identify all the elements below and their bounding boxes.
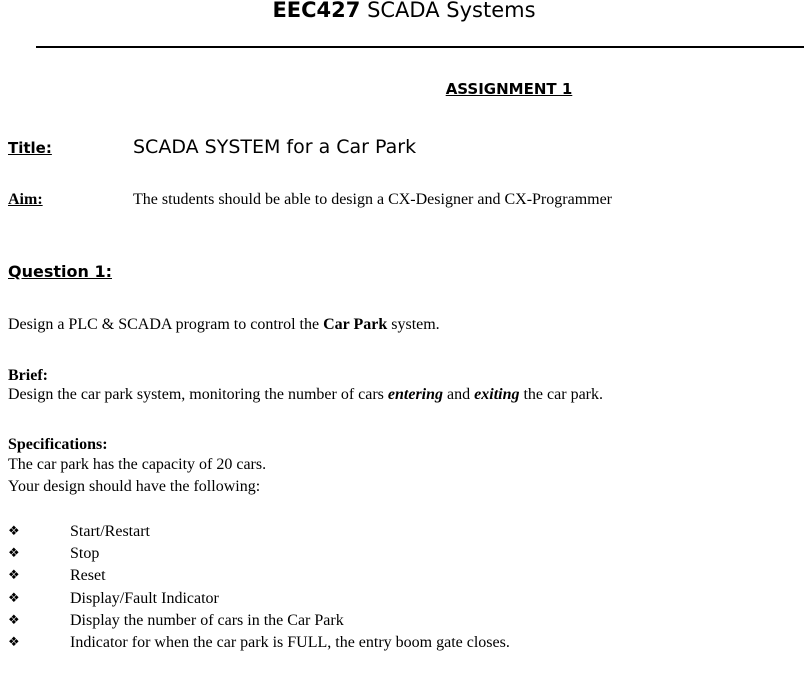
brief-text-c: the car park. xyxy=(519,386,603,403)
question-heading: Question 1: xyxy=(8,262,112,281)
document-header xyxy=(0,0,808,24)
course-code: EEC427 xyxy=(272,0,361,22)
list-item xyxy=(8,543,510,565)
diamond-bullet-icon: ❖ xyxy=(8,635,20,651)
diamond-bullet-icon: ❖ xyxy=(8,524,20,540)
list-item-text: Start/Restart xyxy=(70,523,150,541)
list-item-text: Display the number of cars in the Car Park xyxy=(70,611,344,629)
specifications-line-2: Your design should have the following: xyxy=(8,478,261,495)
question-intro xyxy=(8,316,440,334)
diamond-bullet-icon: ❖ xyxy=(8,546,20,562)
title-label: Title: xyxy=(8,139,52,157)
brief-text xyxy=(8,386,603,404)
list-item-text: Reset xyxy=(70,567,106,585)
diamond-bullet-icon: ❖ xyxy=(8,568,20,584)
list-item xyxy=(8,588,510,610)
aim-value: The students should be able to design a CX-Designer and CX-Programmer xyxy=(133,191,613,208)
specifications-line-1: The car park has the capacity of 20 cars. xyxy=(8,456,267,473)
title-value: SCADA SYSTEM for a Car Park xyxy=(133,136,417,158)
brief-text-b: and xyxy=(443,386,475,403)
assignment-heading: ASSIGNMENT 1 xyxy=(445,80,573,98)
list-item-text: Indicator for when the car park is FULL, the entry boom gate closes. xyxy=(70,634,510,652)
brief-heading: Brief: xyxy=(8,367,48,384)
brief-emphasis-entering: entering xyxy=(387,386,444,403)
diamond-bullet-icon: ❖ xyxy=(8,612,20,628)
course-name: SCADA Systems xyxy=(360,0,536,22)
list-item xyxy=(8,565,510,587)
requirements-list xyxy=(8,521,510,654)
brief-text-a: Design the car park system, monitoring the number of cars xyxy=(8,386,388,403)
specifications-heading: Specifications: xyxy=(8,436,108,453)
header-divider xyxy=(36,46,804,48)
list-item-text: Display/Fault Indicator xyxy=(70,589,219,607)
list-item xyxy=(8,610,510,632)
list-item xyxy=(8,521,510,543)
intro-text-after: system. xyxy=(387,316,440,333)
list-item xyxy=(8,632,510,654)
intro-text-before: Design a PLC & SCADA program to control the xyxy=(8,316,324,333)
intro-text-bold: Car Park xyxy=(323,316,388,333)
aim-label: Aim: xyxy=(8,191,43,208)
diamond-bullet-icon: ❖ xyxy=(8,590,20,606)
brief-emphasis-exiting: exiting xyxy=(474,386,520,403)
list-item-text: Stop xyxy=(70,545,100,563)
